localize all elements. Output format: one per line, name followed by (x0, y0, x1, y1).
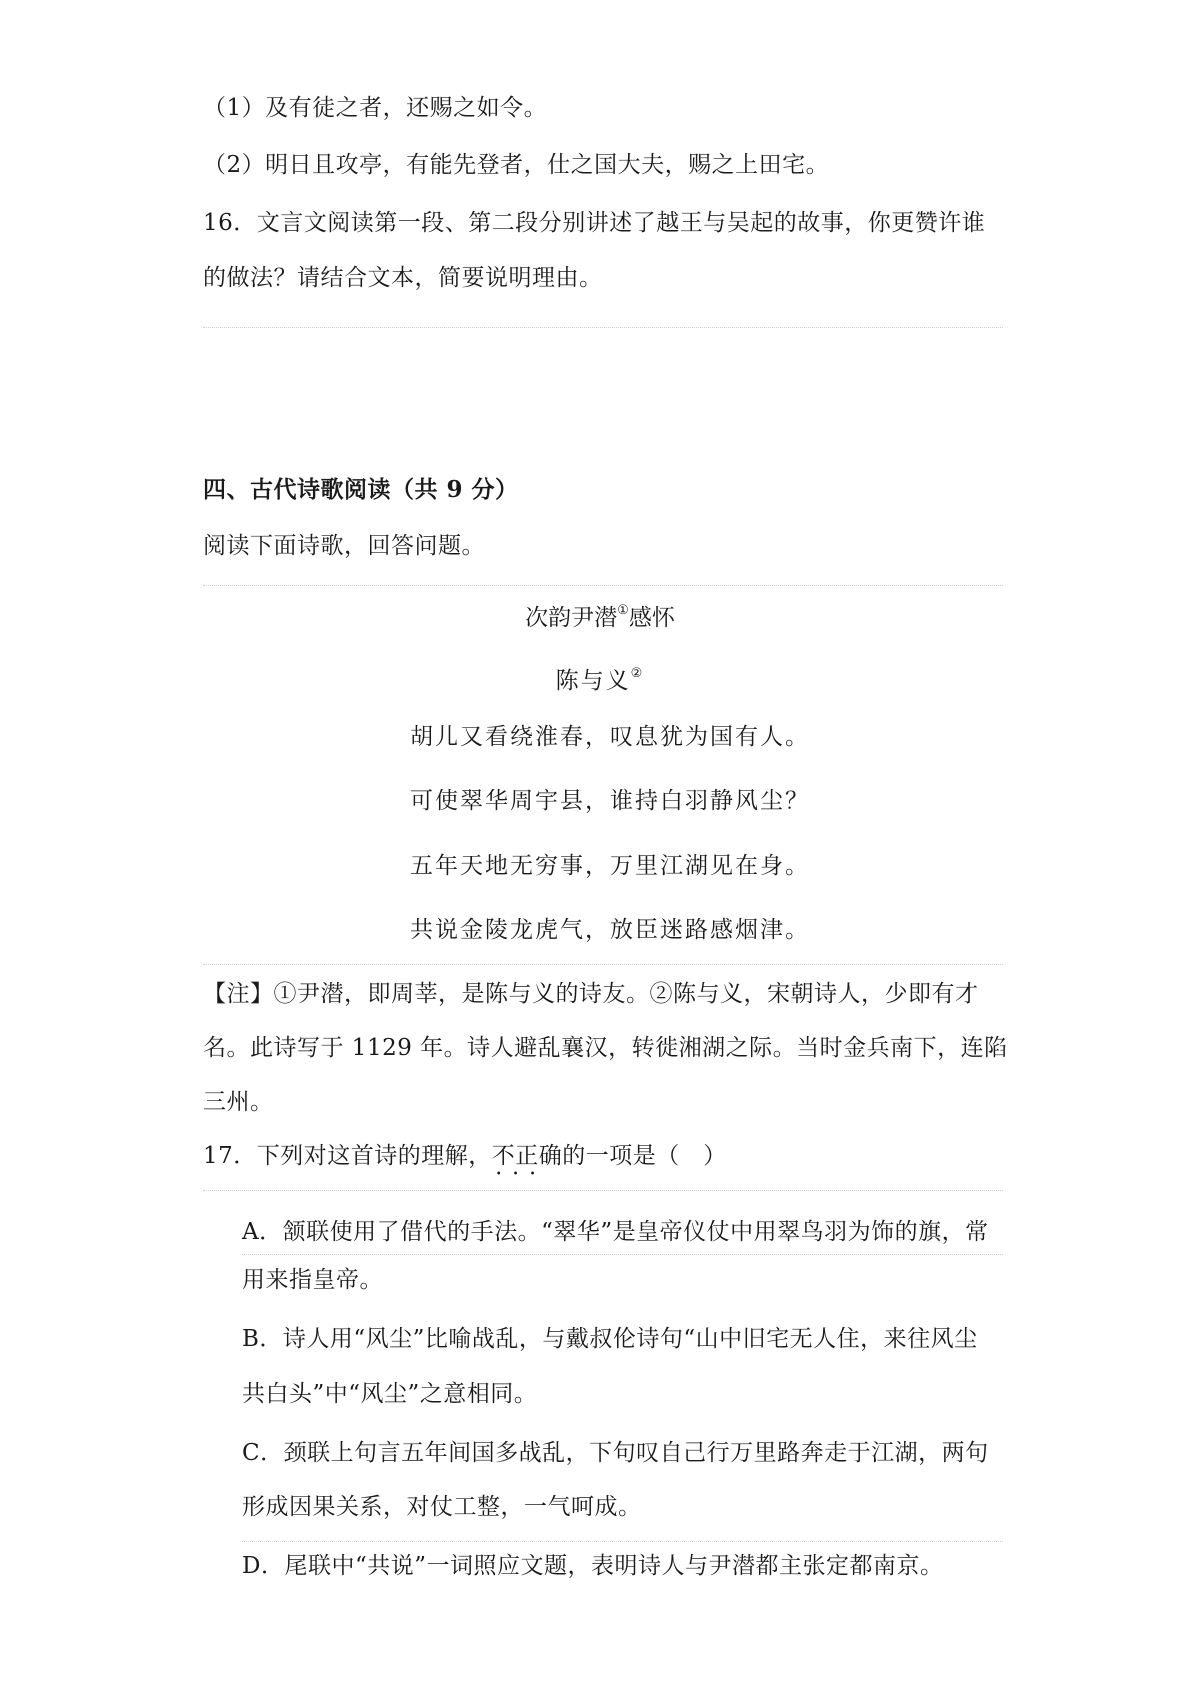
divider (203, 964, 1003, 965)
poem-author (0, 658, 1200, 697)
poem-line: 胡儿又看绕淮春，叹息犹为国有人。 (410, 724, 810, 750)
option-c-line-2: 形成因果关系，对仗工整，一气呵成。 (242, 1494, 642, 1520)
q15-item-2: （2）明日且攻亭，有能先登者，仕之国大夫，赐之上田宅。 (203, 152, 830, 178)
q15-item-1: （1）及有徒之者，还赐之如令。 (203, 95, 548, 121)
footnote-marker: ② (630, 666, 645, 681)
note-line: 名。此诗写于 1129 年。诗人避乱襄汉，转徙湘湖之际。当时金兵南下，连陷 (203, 1035, 1008, 1061)
poem-line: 共说金陵龙虎气，放臣迷路感烟津。 (410, 917, 810, 943)
footnote-marker: ① (617, 603, 629, 618)
q17-stem-text: 17．下列对这首诗的理解， (203, 1143, 492, 1169)
note-line: 三州。 (203, 1089, 274, 1115)
poem-title-text: 感怀 (628, 605, 675, 631)
section-instruction: 阅读下面诗歌，回答问题。 (203, 533, 485, 559)
answer-divider (203, 327, 1003, 328)
poem-title-text: 次韵尹潜 (525, 605, 618, 631)
divider (203, 1190, 1003, 1191)
poem-line: 五年天地无穷事，万里江湖见在身。 (410, 853, 810, 879)
option-c-line-1: C．颈联上句言五年间国多战乱，下句叹自己行万里路奔走于江湖，两句 (242, 1440, 989, 1466)
q17-stem (203, 1140, 727, 1172)
q17-stem-text: 的一项是（ ） (562, 1143, 727, 1169)
option-d-line-1: D．尾联中“共说”一词照应文题，表明诗人与尹潜都主张定都南京。 (242, 1553, 944, 1579)
q16-line-1: 16．文言文阅读第一段、第二段分别讲述了越王与吴起的故事，你更赞许谁 (203, 210, 986, 236)
section-heading: 四、古代诗歌阅读（共 9 分） (203, 476, 519, 503)
divider (242, 1541, 1003, 1542)
emphasized-text: 不正确 ••• (492, 1140, 563, 1172)
divider (203, 585, 1003, 586)
q16-line-2: 的做法？请结合文本，简要说明理由。 (203, 265, 603, 291)
poem-line: 可使翠华周宇县，谁持白羽静风尘？ (410, 788, 810, 814)
option-b-line-2: 共白头”中“风尘”之意相同。 (242, 1381, 538, 1407)
option-b-line-1: B．诗人用“风尘”比喻战乱，与戴叔伦诗句“山中旧宅无人住，来往风尘 (242, 1326, 978, 1352)
divider (242, 1254, 1003, 1255)
option-a-line-2: 用来指皇帝。 (242, 1267, 383, 1293)
poem-title (0, 595, 1200, 634)
option-a-line-1: A．颔联使用了借代的手法。“翠华”是皇帝仪仗中用翠鸟羽为饰的旗，常 (242, 1219, 989, 1245)
poem-author-text: 陈与义 (555, 668, 631, 694)
note-line: 【注】①尹潜，即周莘，是陈与义的诗友。②陈与义，宋朝诗人，少即有才 (203, 981, 979, 1007)
